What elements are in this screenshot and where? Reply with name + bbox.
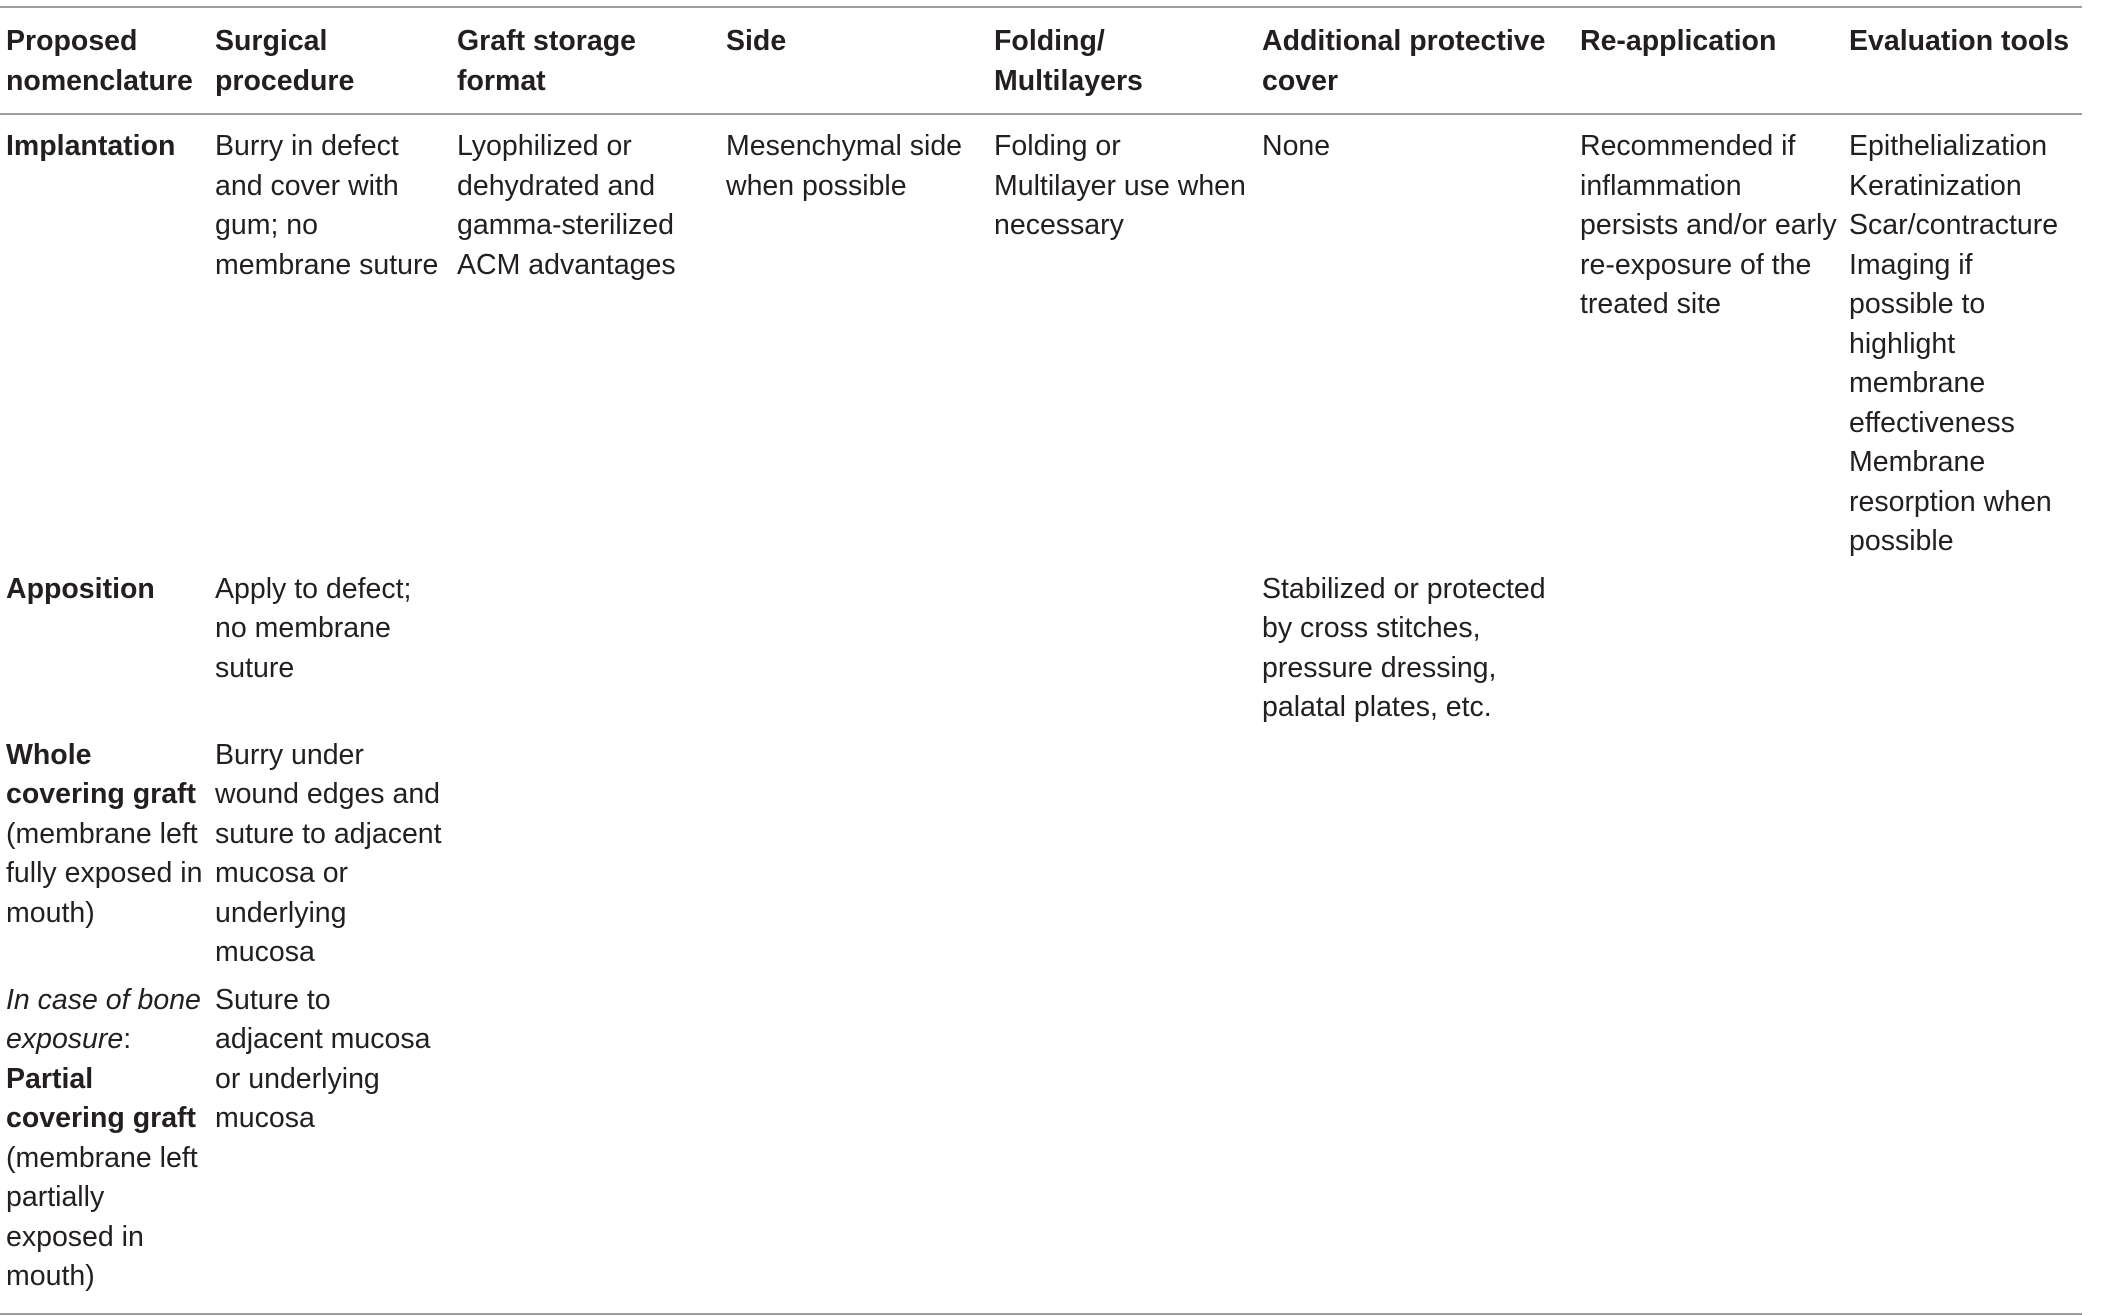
evaluation-item: Imaging if possible to highlight membrane effectiveness	[1849, 248, 2015, 439]
cell-side	[720, 977, 988, 1314]
header-graft-storage-format: Graft storage format	[457, 25, 636, 97]
cell-nomenclature	[0, 732, 209, 977]
cell-graft-storage-format	[451, 732, 720, 977]
cell-reapplication	[1574, 977, 1843, 1314]
header-row	[0, 7, 2082, 114]
nomenclature-italic-text: In case of bone exposure	[6, 983, 201, 1055]
cell-graft-storage-format	[451, 977, 720, 1314]
cell-surgical-procedure: Burry under wound edges and suture to adjacent mucosa or underlying mucosa	[215, 738, 442, 968]
nomenclature-table-container	[0, 6, 2082, 1315]
cell-surgical-procedure: Burry in defect and cover with gum; no membrane suture	[215, 130, 439, 281]
cell-nomenclature: Implantation	[6, 130, 176, 162]
cell-surgical-procedure: Apply to defect; no membrane suture	[215, 572, 412, 684]
evaluation-item: Keratinization	[1849, 169, 2022, 202]
table-body	[0, 114, 2082, 1314]
evaluation-item: Membrane resorption when possible	[1849, 446, 2052, 557]
cell-side	[720, 566, 988, 732]
cell-evaluation-tools	[1843, 977, 2082, 1314]
evaluation-item: Scar/contracture	[1849, 209, 2059, 241]
cell-evaluation-tools	[1843, 114, 2082, 566]
table-row	[0, 114, 2082, 566]
cell-graft-storage-format	[451, 566, 720, 732]
cell-surgical-procedure: Suture to adjacent mucosa or underlying mucosa	[215, 983, 431, 1134]
header-evaluation-tools: Evaluation tools	[1849, 25, 2070, 57]
nomenclature-bold-text: Partial covering graft	[6, 1062, 197, 1134]
cell-side: Mesenchymal side when possible	[726, 130, 963, 202]
nomenclature-table	[0, 6, 2082, 1315]
cell-protective-cover	[1256, 732, 1574, 977]
header-proposed-nomenclature: Proposed nomenclature	[6, 25, 193, 97]
header-side: Side	[726, 25, 787, 57]
cell-side	[720, 732, 988, 977]
cell-folding	[988, 566, 1256, 732]
nomenclature-note: (membrane left partially exposed in mouth)	[6, 1141, 198, 1292]
cell-nomenclature: Apposition	[6, 572, 155, 605]
table-header	[0, 7, 2082, 114]
cell-folding	[988, 977, 1256, 1314]
cell-reapplication	[1574, 566, 1843, 732]
header-folding-multilayers: Folding/ Multilayers	[994, 25, 1143, 97]
table-row	[0, 977, 2082, 1314]
cell-protective-cover: Stabilized or protected by cross stitches, pressure dressing, palatal plates, etc.	[1262, 572, 1546, 723]
cell-reapplication: Recommended if inflammation persists and/or early re-exposure of the treated site	[1580, 130, 1837, 320]
header-re-application: Re-application	[1580, 25, 1777, 57]
nomenclature-note: (membrane left fully exposed in mouth)	[6, 817, 203, 929]
nomenclature-bold-text: Whole covering graft	[6, 738, 197, 810]
cell-protective-cover: None	[1262, 130, 1331, 162]
cell-folding: Folding or Multilayer use when necessary	[994, 130, 1246, 241]
table-row	[0, 566, 2082, 732]
cell-nomenclature	[0, 977, 209, 1314]
cell-graft-storage-format: Lyophilized or dehydrated and gamma-sterilized ACM advantages	[457, 130, 676, 281]
cell-reapplication	[1574, 732, 1843, 977]
cell-protective-cover	[1256, 977, 1574, 1314]
evaluation-item: Epithelialization	[1849, 130, 2048, 162]
table-row	[0, 732, 2082, 977]
header-additional-protective-cover: Additional protective cover	[1262, 25, 1546, 97]
header-surgical-procedure: Surgical procedure	[215, 25, 355, 97]
cell-evaluation-tools	[1843, 566, 2082, 732]
cell-evaluation-tools	[1843, 732, 2082, 977]
cell-folding	[988, 732, 1256, 977]
nomenclature-colon: :	[123, 1023, 132, 1055]
